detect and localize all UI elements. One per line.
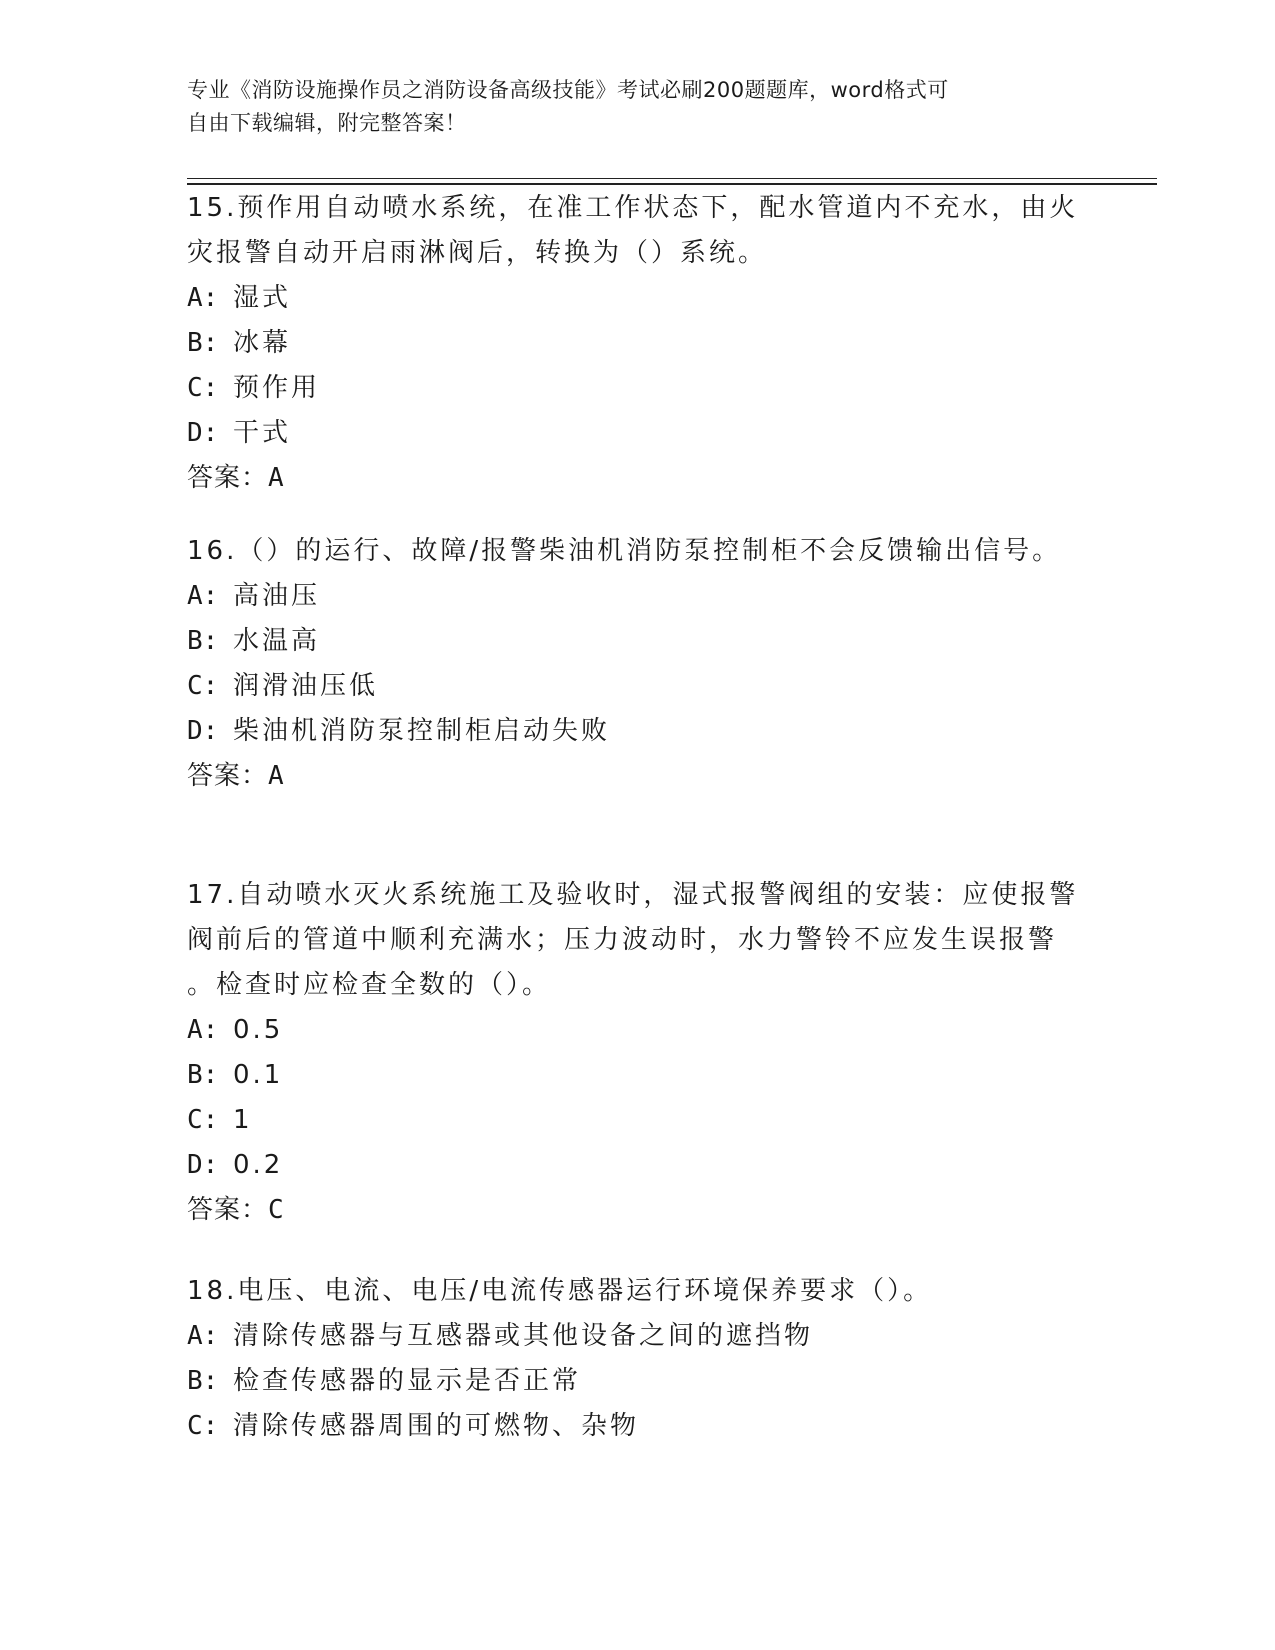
option-a (187, 276, 1087, 321)
question-17 (187, 873, 1087, 1233)
answer-value: C (268, 1195, 285, 1225)
stem-line: 18.电压、电流、电压/电流传感器运行环境保养要求（）。 (187, 1276, 933, 1306)
option-text: 检查传感器的显示是否正常 (233, 1366, 582, 1396)
option-d (187, 1143, 1087, 1188)
option-a (187, 574, 1087, 619)
option-letter: B: (187, 1060, 219, 1090)
option-letter: B: (187, 328, 219, 358)
stem-line: 15.预作用自动喷水系统，在准工作状态下，配水管道内不充水，由火 (187, 193, 1079, 223)
option-text: 冰幕 (233, 328, 292, 358)
option-letter: C: (187, 1411, 219, 1441)
option-text: 预作用 (233, 373, 321, 403)
header-line-2: 自由下载编辑，附完整答案！ (187, 111, 467, 135)
option-letter: B: (187, 1366, 219, 1396)
option-c (187, 1098, 1087, 1143)
answer-line (187, 754, 1087, 799)
option-c (187, 366, 1087, 411)
stem-line: 阀前后的管道中顺利充满水；压力波动时，水力警铃不应发生误报警 (187, 925, 1058, 955)
option-c (187, 1404, 1087, 1449)
option-text: 高油压 (233, 581, 321, 611)
option-text: 湿式 (233, 283, 292, 313)
option-d (187, 411, 1087, 456)
question-stem (187, 186, 1087, 276)
answer-line (187, 456, 1087, 501)
answer-label: 答案： (187, 761, 269, 791)
option-letter: C: (187, 373, 219, 403)
answer-line (187, 1188, 1087, 1233)
header-line-1: 专业《消防设施操作员之消防设备高级技能》考试必刷200题题库，word格式可 (187, 78, 949, 102)
option-text: 润滑油压低 (233, 671, 379, 701)
stem-line: 。检查时应检查全数的（）。 (187, 970, 552, 1000)
option-letter: B: (187, 626, 219, 656)
question-16 (187, 529, 1087, 799)
option-text: 干式 (233, 418, 292, 448)
option-letter: A: (187, 283, 219, 313)
option-letter: D: (187, 1150, 219, 1180)
option-c (187, 664, 1087, 709)
answer-value: A (268, 761, 285, 791)
stem-line: 16.（）的运行、故障/报警柴油机消防泵控制柜不会反馈输出信号。 (187, 536, 1062, 566)
header-divider-thick (187, 183, 1157, 185)
option-text: 水温高 (233, 626, 321, 656)
option-a (187, 1008, 1087, 1053)
stem-line: 17.自动喷水灭火系统施工及验收时，湿式报警阀组的安装：应使报警 (187, 880, 1079, 910)
option-b (187, 321, 1087, 366)
option-b (187, 1359, 1087, 1404)
answer-value: A (268, 463, 285, 493)
option-b (187, 619, 1087, 664)
option-b (187, 1053, 1087, 1098)
answer-label: 答案： (187, 1195, 269, 1225)
option-text: 清除传感器与互感器或其他设备之间的遮挡物 (233, 1321, 814, 1351)
question-18 (187, 1269, 1087, 1449)
option-a (187, 1314, 1087, 1359)
document-header (187, 74, 1067, 140)
question-stem (187, 1269, 1087, 1314)
option-text: 0.5 (233, 1015, 284, 1045)
option-text: 1 (233, 1105, 253, 1135)
question-stem (187, 529, 1087, 574)
header-divider-thin (187, 178, 1157, 179)
option-letter: C: (187, 671, 219, 701)
option-letter: D: (187, 418, 219, 448)
answer-label: 答案： (187, 463, 269, 493)
option-letter: A: (187, 1015, 219, 1045)
option-text: 清除传感器周围的可燃物、杂物 (233, 1411, 640, 1441)
option-text: 0.1 (233, 1060, 284, 1090)
option-letter: C: (187, 1105, 219, 1135)
option-d (187, 709, 1087, 754)
stem-line: 灾报警自动开启雨淋阀后，转换为（）系统。 (187, 238, 768, 268)
question-15 (187, 186, 1087, 501)
option-letter: A: (187, 581, 219, 611)
option-letter: D: (187, 716, 219, 746)
question-stem (187, 873, 1087, 1008)
option-text: 柴油机消防泵控制柜启动失败 (233, 716, 611, 746)
option-letter: A: (187, 1321, 219, 1351)
option-text: 0.2 (233, 1150, 284, 1180)
